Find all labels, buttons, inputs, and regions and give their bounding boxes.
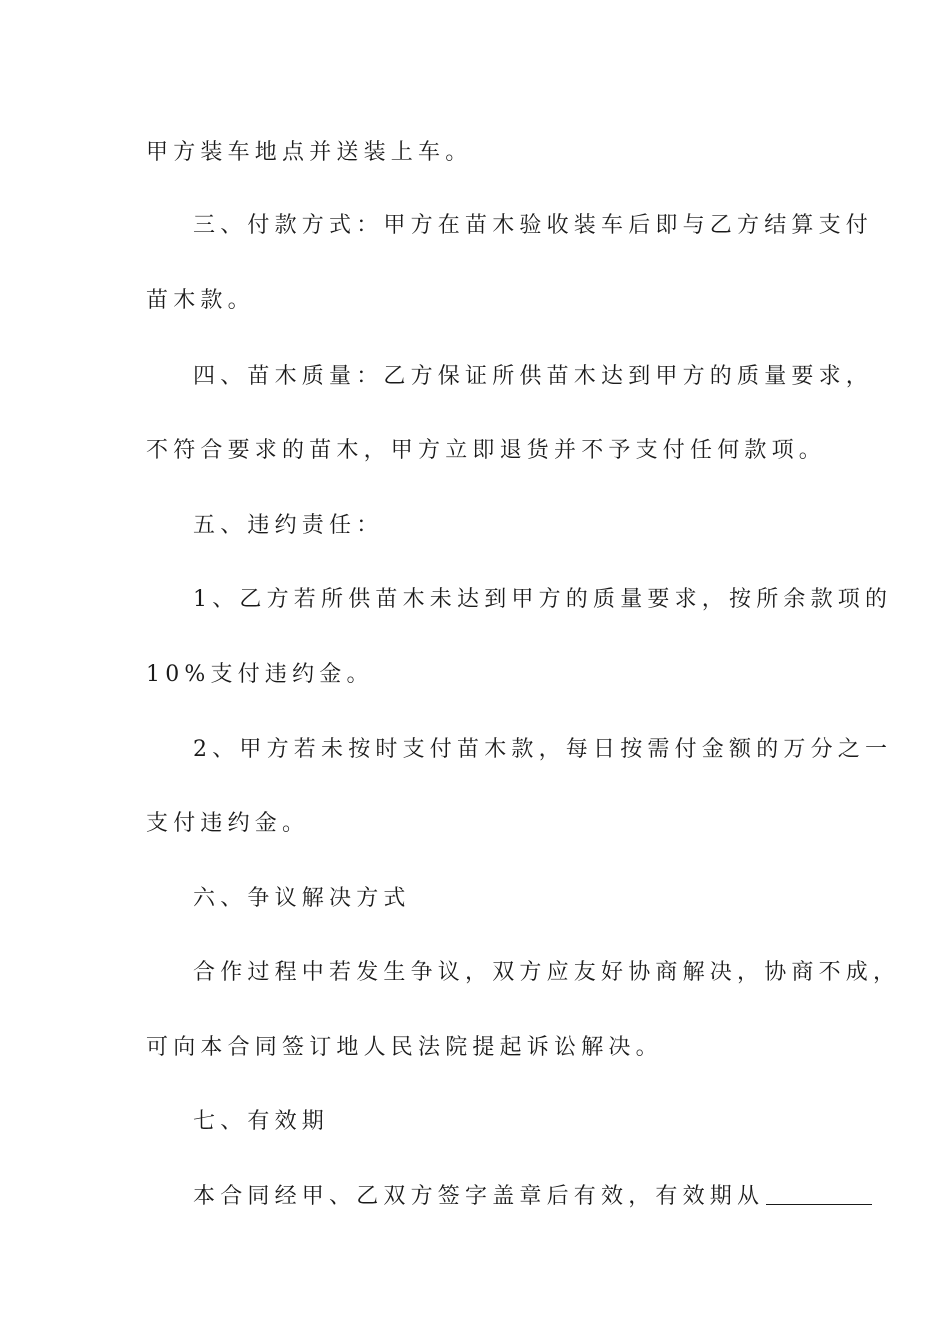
text-line: 甲方装车地点并送装上车。: [146, 140, 473, 165]
section-dispute-heading: 六、争议解决方式: [193, 886, 411, 911]
section-payment-heading: 三、付款方式：甲方在苗木验收装车后即与乙方结算支付: [193, 213, 874, 238]
clause-item-1: 1、乙方若所供苗木未达到甲方的质量要求，按所余款项的: [193, 587, 893, 612]
text-line: 苗木款。: [146, 288, 255, 313]
clause-item-2: 2、甲方若未按时支付苗木款，每日按需付金额的万分之一: [193, 737, 893, 762]
text-line: 合作过程中若发生争议，双方应友好协商解决，协商不成，: [193, 960, 901, 985]
text-line: 支付违约金。: [146, 811, 310, 836]
section-validity-heading: 七、有效期: [193, 1109, 330, 1134]
section-liability-heading: 五、违约责任：: [193, 513, 384, 538]
text-line: 10%支付违约金。: [146, 662, 374, 687]
validity-text: 本合同经甲、乙双方签字盖章后有效，有效期从: [193, 1184, 765, 1209]
section-quality-heading: 四、苗木质量：乙方保证所供苗木达到甲方的质量要求，: [193, 364, 874, 389]
text-line: 可向本合同签订地人民法院提起诉讼解决。: [146, 1035, 663, 1060]
validity-line: [193, 1177, 873, 1217]
fill-in-blank: [766, 1178, 872, 1205]
text-line: 不符合要求的苗木，甲方立即退货并不予支付任何款项。: [146, 438, 827, 463]
